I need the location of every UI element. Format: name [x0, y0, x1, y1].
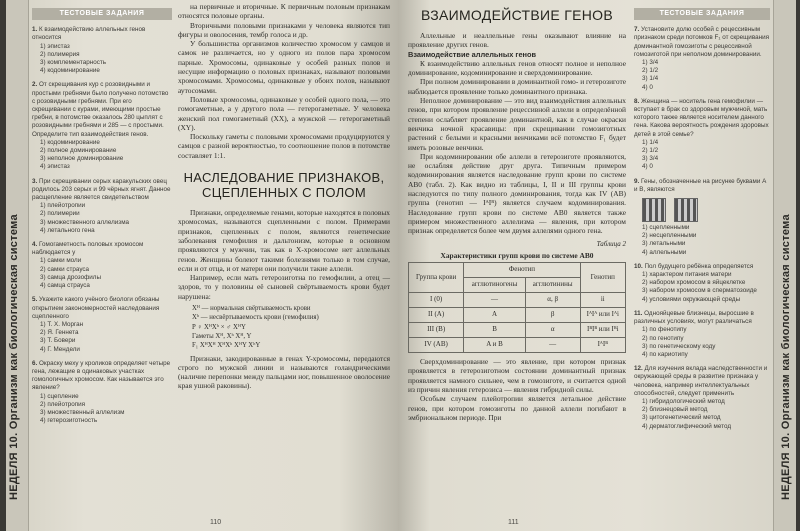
left-questions: [32, 26, 172, 425]
answer-option: 4) аллельными: [642, 248, 687, 256]
table-body: [409, 293, 626, 353]
table-cell: III (B): [409, 323, 464, 338]
table-header-genotype: Генотип: [580, 263, 625, 293]
paragraph: К взаимодействию аллельных генов относят полное и неполное доминирование, кодоминирование и сверхдоминирование.: [408, 58, 626, 78]
question-body: Гены, обозначенные на рисунке буквами А и В, являются: [634, 177, 767, 193]
answer-option: 1) Т. Х. Морган: [40, 320, 84, 328]
chromosome-pair-icon: [642, 198, 666, 222]
answer-option: 4) летального гена: [40, 226, 95, 234]
answer-option: 2) плейотропия: [40, 400, 86, 408]
paragraph: Поскольку гаметы с половыми хромосомами продуцируются у самцов с разной вероятностью, то соотношение полов в потомстве составляет 1:1.: [178, 132, 390, 160]
left-body-3: Признаки, закодированные в генах Y-хромосомы, передаются строго по мужской линии и называются голандрическими (наличие перепонки между пальцами ног, повышенное оволосение края ушной раковины).: [178, 353, 390, 391]
answer-option: 3) множественного аллелизма: [40, 218, 130, 226]
answer-option: 4) условиями окружающей среды: [642, 295, 741, 303]
question-text: [32, 241, 172, 257]
table-cell: ii: [580, 293, 625, 308]
answer-option: 1) гибридологический метод: [642, 397, 725, 405]
right-questions: [634, 26, 770, 431]
table-cell: B: [464, 323, 526, 338]
answer-option: 1) по фенотипу: [642, 326, 687, 334]
left-body-2: [178, 208, 390, 301]
question-text: [32, 26, 172, 42]
right-intro: Аллельные и неаллельные гены оказывают влияние на проявление других генов.: [408, 31, 626, 50]
answer-option: 3) комплементарность: [40, 59, 107, 67]
table-row: [409, 293, 626, 308]
right-page-number: 111: [508, 519, 519, 526]
table-row: [409, 338, 626, 353]
paragraph: Половые хромосомы, одинаковые у особей одного пола, — это гомогаметные, а у другого пола — гетерогаметные. У человека женский пол гомогаметный (XX), а мужской — гетерогаметный (XY).: [178, 94, 390, 132]
answer-option: 4) гетерозиготность: [40, 417, 98, 425]
answer-option: 3) летальными: [642, 240, 686, 248]
cross-line: P ♀ XᴴXʰ × ♂ XᴴY: [192, 323, 246, 331]
paragraph: Например, если мать гетерозиготна по гемофилии, а отец — здоров, то у половины её сыновей свёртываемость крови будет нарушена:: [178, 273, 390, 301]
table-subheader-agglutinins: агглютинины: [525, 278, 580, 293]
question-body: От скрещивания кур с розовидными и простыми гребнями было получено потомство с розовидными гребнями. При его скрещивании с курами, имеющими простые гребни, в потомстве оказалось 280 цыплят с розовидными гребнями и 285 — с простыми. Определите тип взаимодействия генов.: [32, 81, 169, 138]
question-text: [634, 365, 770, 398]
question-body: Гомогаметность половых хромосом наблюдается у: [32, 241, 144, 257]
table-cell: IV (AB): [409, 338, 464, 353]
test-question: [32, 178, 172, 235]
question-number: 6.: [32, 359, 38, 367]
right-subhead: Взаимодействие аллельных генов: [408, 49, 537, 59]
chromosome-figure: [642, 198, 770, 222]
test-question: [32, 360, 172, 426]
answer-option: 1) эпистаз: [40, 42, 70, 50]
blood-group-table: [408, 262, 626, 353]
answer-option: 1) сцепление: [40, 392, 79, 400]
table-subheader-agglutinogens: агглютиногены: [464, 278, 526, 293]
table-cell: IᴮIᴮ или Iᴮi: [580, 323, 625, 338]
table-cell: —: [464, 293, 526, 308]
test-question: [32, 26, 172, 75]
table-row: [409, 308, 626, 323]
cross-line: Xʰ — несвёртываемость крови (гемофилия): [192, 314, 319, 322]
paragraph: Особым случаем плейотропии является летальное действие генов, при котором гомозиготы по данной аллели погибают в эмбриональном периоде. При: [408, 394, 626, 422]
answer-option: 3) Т. Бовери: [40, 337, 76, 345]
paragraph: У большинства организмов количество хромосом у самцов и самок не различается, но у одного из полов пара хромосом парные. Хромосомы, одинаковые у особей разных полов и несущие информацию о половых признаках, называют половыми хромосомами. Хромосомы, одинаковые у обоих полов, называют аутосомами.: [178, 39, 390, 95]
cross-line: F₁ XᴴXᴴ XᴴXʰ XᴴY XʰY: [192, 342, 261, 350]
question-number: 5.: [32, 296, 38, 304]
question-body: Укажите какого учёного биологи обязаны открытием закономерностей наследования сцепленного: [32, 296, 160, 320]
right-spine-band: [773, 0, 796, 531]
answer-option: 4) эпистаз: [40, 163, 70, 171]
question-body: Окраску меху у кроликов определяет четыре гена, лежащие в одинаковых участках гомологичных хромосом. Как называется это явление?: [32, 359, 171, 392]
question-text: [634, 310, 770, 326]
table-cell: IᴬIᴮ: [580, 338, 625, 353]
left-section-title: НАСЛЕДОВАНИЕ ПРИЗНАКОВ, СЦЕПЛЕННЫХ С ПОЛОМ: [183, 170, 385, 201]
table-header-phenotype: Фенотип: [464, 263, 580, 278]
answer-option: 4) 0: [642, 83, 653, 91]
test-question: [634, 263, 770, 304]
question-number: 12.: [634, 365, 643, 373]
question-number: 1.: [32, 26, 38, 34]
left-test-column: [32, 8, 172, 431]
question-body: Установите долю особей с рецессивным признаком среди потомков F₁ от скрещивания доминантной гомозиготы с рецессивной гомозиготой при неполном доминировании.: [634, 26, 770, 58]
answer-option: 1) характером питания матери: [642, 271, 732, 279]
table-cell: β: [525, 308, 580, 323]
question-body: Для изучения вклада наследственности и окружающей среды в развитие признака у человека, например интеллектуальных способностей, следует применить: [634, 365, 768, 397]
right-test-header: ТЕСТОВЫЕ ЗАДАНИЯ: [634, 8, 770, 20]
answer-option: 2) близнецовый метод: [642, 406, 708, 414]
left-spine-band: [6, 0, 29, 531]
table-header-group: Группа крови: [409, 263, 464, 293]
test-question: [634, 365, 770, 431]
answer-option: 1) сцепленными: [642, 224, 690, 232]
cross-line: Xᴴ — нормальная свёртываемость крови: [192, 305, 311, 313]
answer-option: 1) самки моли: [40, 257, 82, 265]
answer-option: 1) 1/4: [642, 138, 659, 146]
chromosome-pair-icon: [674, 198, 698, 222]
question-text: [634, 26, 770, 59]
question-body: Женщина — носитель гена гемофилии — вступает в брак со здоровым мужчиной, мать которого также является носителем данного гена. Какова вероятность рождения здоровых детей в этой семье?: [634, 97, 769, 138]
answer-option: 3) самца дрозофилы: [40, 273, 102, 281]
answer-option: 1) кодоминирование: [40, 138, 100, 146]
left-body: [178, 2, 390, 160]
table-cell: IᴬIᴬ или Iᴬi: [580, 308, 625, 323]
test-question: [32, 241, 172, 290]
paragraph: Неполное доминирование — это вид взаимодействия аллельных генов, при котором проявление рецессивной аллели в определённой степени ослабляет проявление доминантной, как в случае окраски венчика ночной красавицы: при скрещивании гомозиготных растений с белыми и красными венчиками всё потомство F₁ будет иметь розовые венчики.: [408, 96, 626, 152]
test-question: [634, 26, 770, 92]
answer-option: 1) 3/4: [642, 59, 659, 67]
answer-option: 2) полимерия: [40, 50, 80, 58]
question-number: 10.: [634, 262, 643, 270]
left-page-number: 110: [210, 519, 222, 526]
right-test-column: [634, 8, 770, 437]
question-number: 9.: [634, 177, 640, 185]
test-question: [32, 81, 172, 171]
answer-option: 4) Г. Мендели: [40, 345, 80, 353]
question-text: [634, 178, 770, 194]
answer-option: 2) самки страуса: [40, 265, 90, 273]
question-text: [32, 81, 172, 138]
test-question: [634, 310, 770, 359]
genetic-cross: [192, 304, 390, 350]
left-main-text: [178, 2, 390, 391]
table-caption: Таблица 2: [596, 239, 626, 248]
answer-option: 3) 3/4: [642, 155, 659, 163]
answer-option: 4) по кариотипу: [642, 350, 688, 358]
right-body-2: [408, 357, 626, 422]
answer-option: 2) несцепленными: [642, 232, 697, 240]
paragraph: Признаки, определяемые генами, которые находятся в половых хромосомах, называются сцепленными с полом. Примерами признаков, сцепленных с полом, являются генетические заболевания гемофилия и дальтонизм, которые в основном проявляются у мужчин, так как в Х-хромосоме нет аллельных генов. Женщины болеют такими болезнями только в том случае, если и от отца, и от матери они получили такие аллели.: [178, 208, 390, 273]
test-question: [634, 98, 770, 172]
table-cell: α: [525, 323, 580, 338]
paragraph: При полном доминировании в доминантной гомо- и гетерозиготе наблюдается проявление только доминантного признака.: [408, 77, 626, 96]
question-number: 2.: [32, 81, 38, 89]
question-body: К взаимодействию аллельных генов относится: [32, 26, 146, 42]
answer-option: 2) по генотипу: [642, 334, 684, 342]
question-text: [32, 360, 172, 393]
cross-line: Гаметы Xᴴ, Xʰ Xᴴ, Y: [192, 332, 252, 340]
answer-option: 1) плейотропии: [40, 202, 86, 210]
left-spine-title: НЕДЕЛЯ 10. Организм как биологическая система: [8, 214, 20, 500]
question-number: 7.: [634, 26, 640, 34]
right-main-text: [408, 2, 626, 422]
question-number: 3.: [32, 177, 38, 185]
answer-option: 3) по генетическому коду: [642, 342, 716, 350]
table-row: [409, 323, 626, 338]
question-number: 11.: [634, 309, 643, 317]
book-spread: [6, 0, 796, 531]
right-page: [398, 0, 796, 531]
question-body: При скрещивании серых каракульских овец родилось 203 серых и 99 чёрных ягнят. Данное расщепление является свидетельством: [32, 177, 171, 202]
paragraph: Сверхдоминирование — это явление, при котором признак проявляется в гетерозиготном состоянии доминантный признак проявляется намного сильнее, чем в гомозиготе, и считается одной из причин явления гетерозиса — явления гибридной силы.: [408, 357, 626, 395]
left-page: [6, 0, 398, 531]
table-cell: A и B: [464, 338, 526, 353]
answer-option: 4) самца страуса: [40, 282, 90, 290]
answer-option: 2) 1/2: [642, 147, 659, 155]
paragraph: на первичные и вторичные. К первичным половым признакам относятся половые органы.: [178, 2, 390, 21]
table-cell: α, β: [525, 293, 580, 308]
answer-option: 3) 1/4: [642, 75, 659, 83]
answer-option: 4) дерматоглифический метод: [642, 422, 732, 430]
answer-option: 3) цитогенетический метод: [642, 414, 721, 422]
question-body: Однояйцевые близнецы, выросшие в различных условиях, могут различаться: [634, 309, 754, 326]
right-spine-title: НЕДЕЛЯ 10. Организм как биологическая система: [780, 214, 792, 500]
paragraph: При кодоминировании обе аллели в гетерозиготе проявляются, не ослабляя действие друг друга. Типичным примером кодоминирования является наследование групп крови по системе АВ0 (табл. 2). Как видно из таблицы, I, II и III группы крови наследуются по типу полного доминирования, тогда как IV (АВ) группа (генотип — IᴬIᴮ) является случаем кодоминирования. Наследование групп крови по системе АВ0 является также примером множественного аллелизма — явления, при котором признак определяется более чем двумя аллелями одного гена.: [408, 151, 626, 236]
table-title: Характеристики групп крови по системе АВ0: [440, 250, 594, 260]
question-text: [634, 263, 770, 271]
answer-option: 3) неполное доминирование: [40, 155, 124, 163]
left-test-header: ТЕСТОВЫЕ ЗАДАНИЯ: [32, 8, 172, 20]
question-body: Пол будущего ребёнка определяется: [644, 262, 754, 270]
answer-option: 3) множественный аллелизм: [40, 408, 125, 416]
question-text: [32, 296, 172, 321]
right-body: [408, 59, 626, 236]
answer-option: 2) полное доминирование: [40, 147, 117, 155]
answer-option: 2) полимерии: [40, 210, 80, 218]
test-question: [634, 178, 770, 257]
right-section-title: ВЗАИМОДЕЙСТВИЕ ГЕНОВ: [421, 7, 613, 23]
table-cell: —: [525, 338, 580, 353]
answer-option: 4) кодоминирование: [40, 67, 100, 75]
answer-option: 4) 0: [642, 163, 653, 171]
table-cell: II (A): [409, 308, 464, 323]
paragraph: Вторичными половыми признаками у человека являются тип фигуры и оволосения, тембр голоса и др.: [178, 20, 390, 39]
question-number: 8.: [634, 97, 640, 105]
question-text: [32, 178, 172, 203]
table-cell: I (0): [409, 293, 464, 308]
answer-option: 2) набором хромосом в яйцеклетке: [642, 279, 746, 287]
answer-option: 2) 1/2: [642, 67, 659, 75]
question-text: [634, 98, 770, 139]
answer-option: 2) Я. Геннета: [40, 329, 79, 337]
question-number: 4.: [32, 241, 38, 249]
answer-option: 3) набором хромосом в сперматозоиде: [642, 287, 757, 295]
test-question: [32, 296, 172, 353]
table-cell: A: [464, 308, 526, 323]
